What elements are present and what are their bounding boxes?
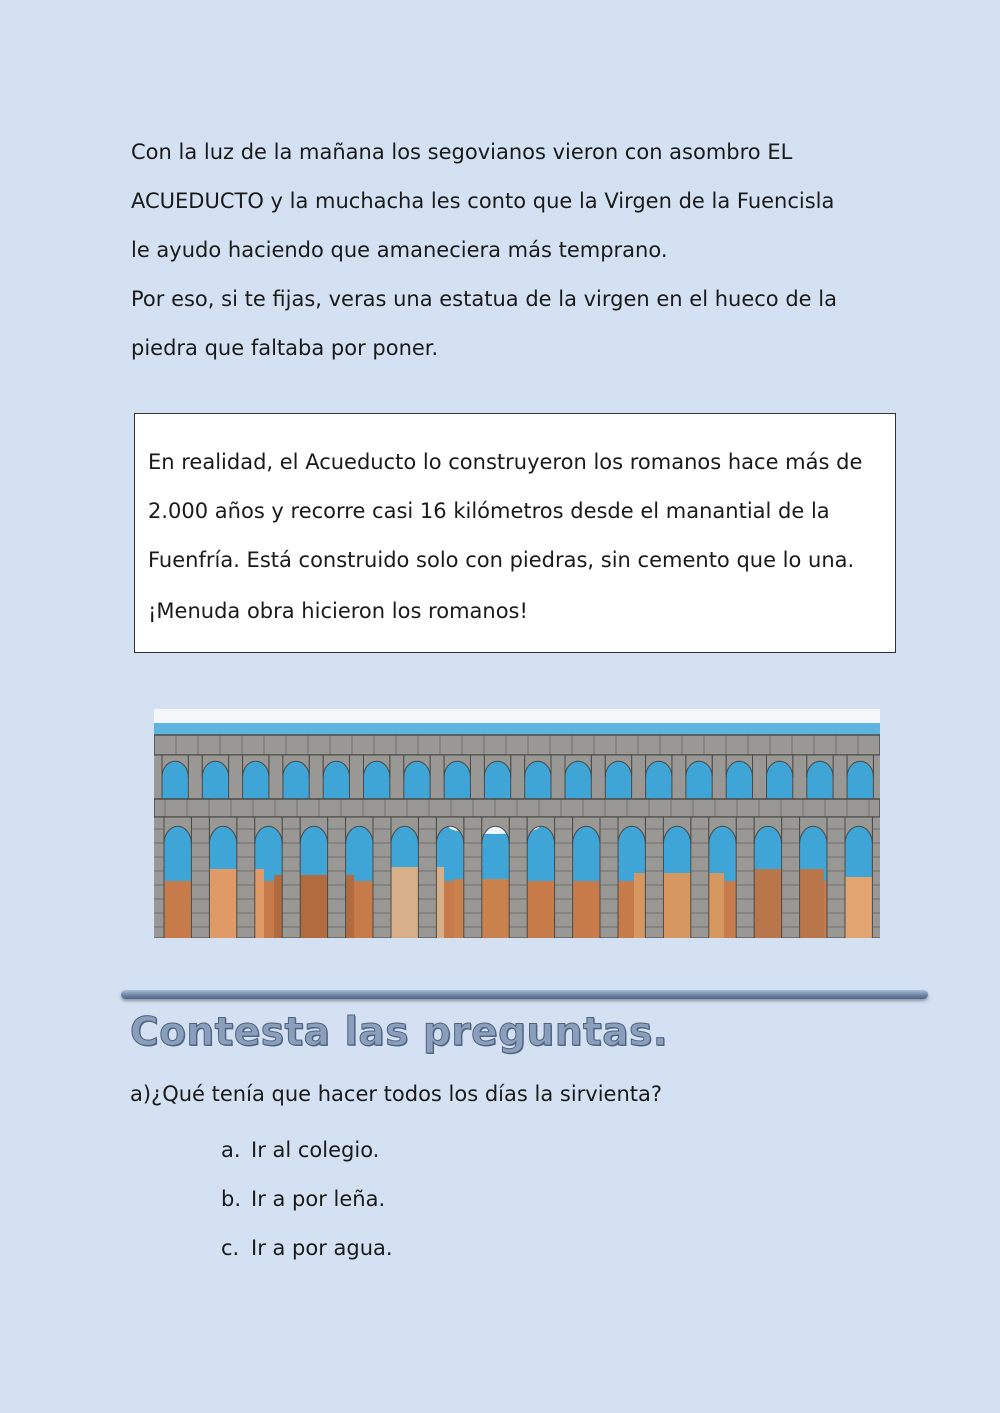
answer-option[interactable] xyxy=(221,1224,393,1273)
section-divider xyxy=(121,990,928,999)
info-box xyxy=(134,413,896,653)
story-line: Por eso, si te fijas, veras una estatua de la virgen en el hueco de la xyxy=(131,287,837,311)
section-title: Contesta las preguntas. xyxy=(130,1010,669,1055)
option-letter: b. xyxy=(221,1187,242,1211)
info-line: En realidad, el Acueducto lo construyeron los romanos hace más de xyxy=(148,450,863,474)
info-line: Fuenfría. Está construido solo con piedras, sin cemento que lo una. xyxy=(148,548,855,572)
option-letter: c. xyxy=(221,1236,240,1260)
aqueduct-illustration xyxy=(154,709,880,938)
info-line: 2.000 años y recorre casi 16 kilómetros desde el manantial de la xyxy=(148,499,830,523)
info-exclamation: ¡Menuda obra hicieron los romanos! xyxy=(148,599,528,623)
option-text: Ir al colegio. xyxy=(251,1138,380,1162)
story-line: Con la luz de la mañana los segovianos vieron con asombro EL xyxy=(131,140,793,164)
option-letter: a. xyxy=(221,1138,241,1162)
story-line: piedra que faltaba por poner. xyxy=(131,336,439,360)
answer-option[interactable] xyxy=(221,1175,393,1224)
story-line: ACUEDUCTO y la muchacha les conto que la Virgen de la Fuencisla xyxy=(131,189,835,213)
question-text: a)¿Qué tenía que hacer todos los días la sirvienta? xyxy=(130,1082,663,1106)
story-line: le ayudo haciendo que amaneciera más temprano. xyxy=(131,238,668,262)
option-text: Ir a por agua. xyxy=(251,1236,393,1260)
answer-option[interactable] xyxy=(221,1126,393,1175)
story-text xyxy=(131,128,857,373)
answer-options xyxy=(221,1126,393,1273)
option-text: Ir a por leña. xyxy=(251,1187,386,1211)
